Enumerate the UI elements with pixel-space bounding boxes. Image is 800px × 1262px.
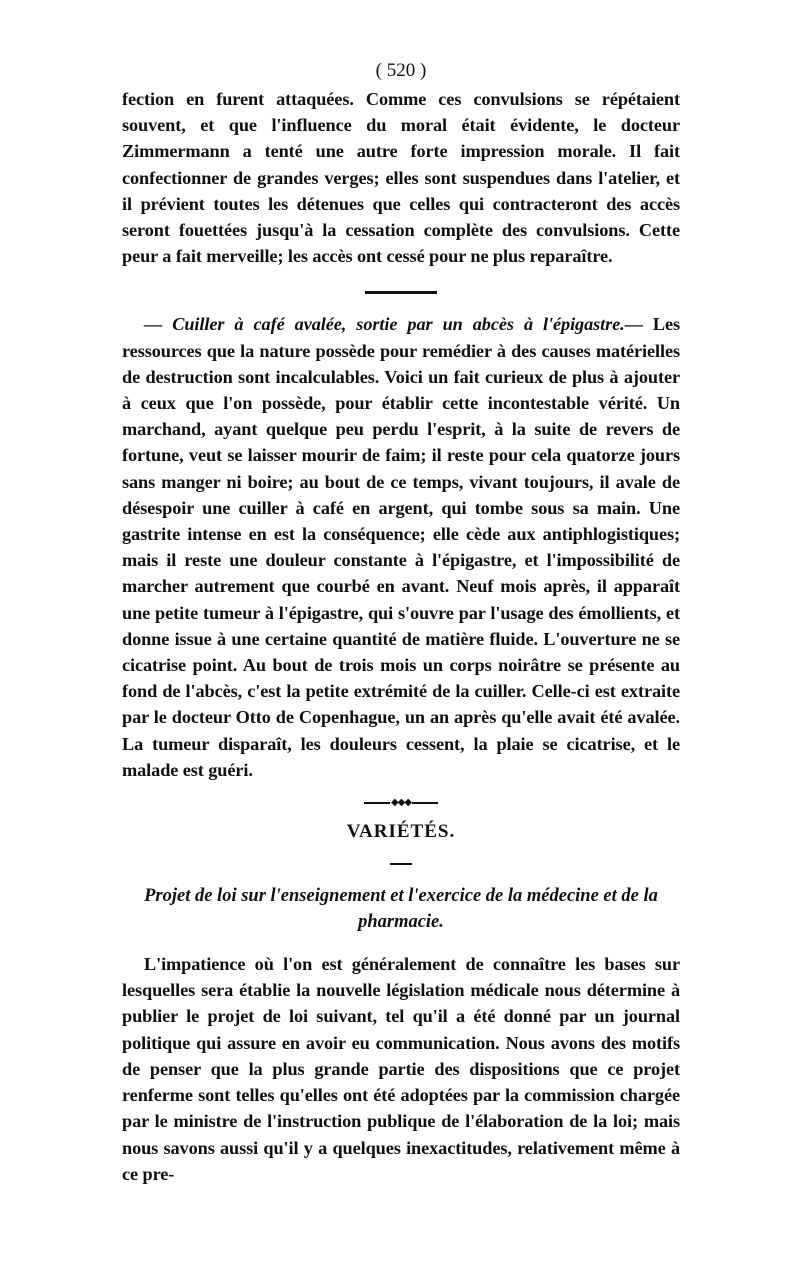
paragraph-spoon bbox=[122, 311, 680, 783]
section-title: VARIÉTÉS. bbox=[346, 821, 456, 843]
paragraph-law-project: L'impatience où l'on est généralement de connaître les bases sur lesquelles sera établie la nouvelle législation médicale nous détermine à publier le projet de loi suivant, tel qu'il a été donné par un journal politique qui assure en avoir eu communication. Nous avons des motifs de penser que la plus grande partie des dispositions que ce projet renferme sont telles qu'elles ont été adoptées par la commission chargée par le ministre de l'instruction publique de l'élaboration de la loi; mais nous savons aussi qu'il y a quelques inexactitudes, relativement même à ce pre- bbox=[122, 954, 680, 1184]
page-number: ( 520 ) bbox=[375, 60, 427, 81]
ornament-left-line bbox=[364, 802, 390, 804]
article-title: Projet de loi sur l'enseignement et l'exercice de la médecine et de la pharmacie. bbox=[144, 886, 658, 933]
page bbox=[122, 58, 680, 1187]
section-divider bbox=[365, 291, 437, 294]
ornament-dots: ◆◆◆ bbox=[390, 797, 412, 809]
paragraph-convulsions: fection en furent attaquées. Comme ces convulsions se répétaient souvent, et que l'influence du moral était évidente, le docteur Zimmermann a tenté une autre forte impression morale. Il fait confectionner de grandes verges; elles sont suspendues dans l'atelier, et il prévient toutes les détenues que celles qui contracteront des accès seront fouettées jusqu'à la cessation complète des convulsions. Cette peur a fait merveille; les accès ont cessé pour ne plus reparaître. bbox=[122, 89, 680, 267]
ornament-right-line bbox=[412, 802, 438, 804]
spoon-case-title: — Cuiller à café avalée, sortie par un abcès à l'épigastre. bbox=[144, 314, 625, 335]
ornament-divider bbox=[122, 797, 680, 809]
short-divider bbox=[390, 863, 412, 865]
spoon-case-body: — Les ressources que la nature possède pour remédier à des causes matérielles de destruction sont incalculables. Voici un fait curieux de plus à ajouter à ceux que l'on possède, pour établir cette incontestable vérité. Un marchand, ayant quelque peu perdu l'esprit, à la suite de revers de fortune, veut se laisser mourir de faim; il reste pour cela quatorze jours sans manger ni boire; au bout de ce temps, vivant toujours, il avale de désespoir une cuiller à café en argent, qui tombe sous sa main. Une gastrite intense en est la conséquence; elle cède aux antiphlogistiques; mais il reste une douleur constante à l'épigastre, et l'impossibilité de marcher autrement que courbé en avant. Neuf mois après, il apparaît une petite tumeur à l'épigastre, qui s'ouvre par l'usage des émollients, et donne issue à une certaine quantité de matière fluide. L'ouverture ne se cicatrise point. Au bout de trois mois un corps noirâtre se présente au fond de l'abcès, c'est la petite extrémité de la cuiller. Celle-ci est extraite par le docteur Otto de Copenhague, un an après qu'elle avait été avalée. La tumeur disparaît, les douleurs cessent, la plaie se cicatrise, et le malade est guéri. bbox=[122, 314, 680, 780]
